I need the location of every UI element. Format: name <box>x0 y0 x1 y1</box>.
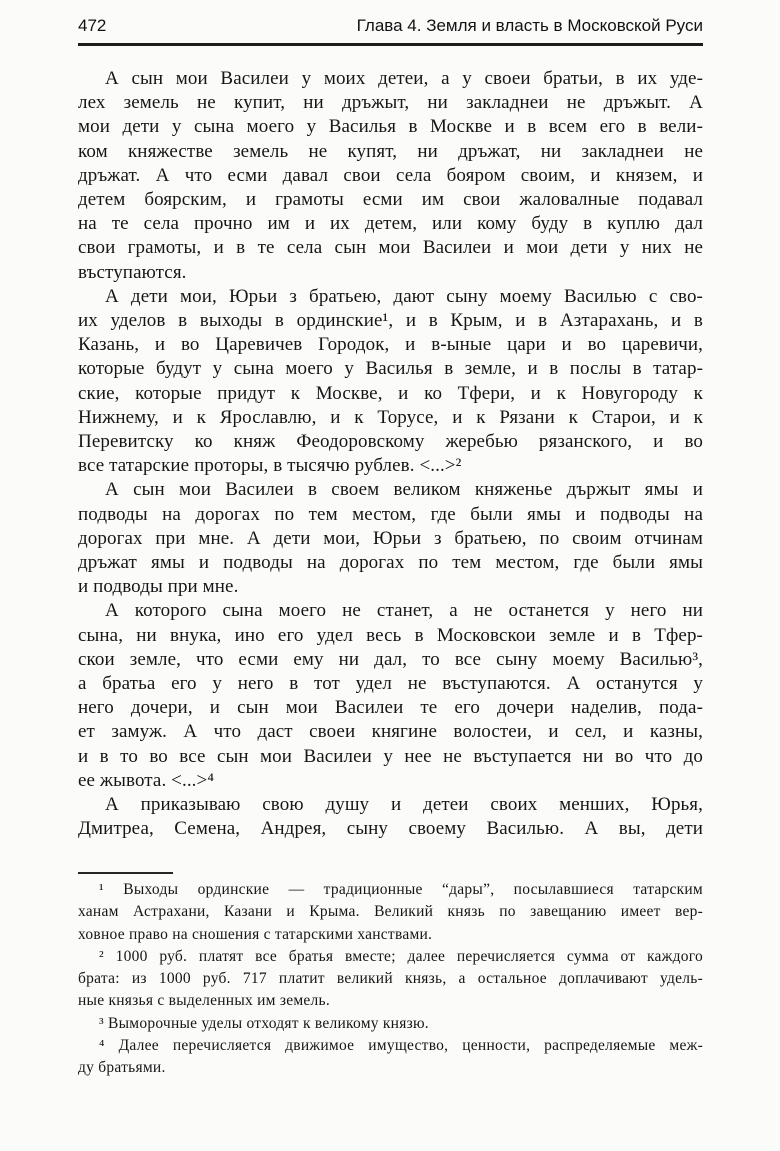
paragraph <box>78 285 703 479</box>
body-line: и в то во все сын мои Василеи у нее не въступается ни во что до <box>78 745 703 767</box>
body-line: свои грамоты, и в те села сын мои Василеи и мои дети у них не <box>78 237 703 259</box>
footnote <box>78 1013 703 1035</box>
body-line: на те села прочно им и их детем, или кому буду в куплю дал <box>78 213 703 235</box>
body-line: сына, ни внука, ино его удел весь в Московскои земле и в Тфер- <box>78 624 703 646</box>
body-line: Дмитреа, Семена, Андрея, сыну своему Василью. А вы, дети <box>78 818 703 840</box>
footnote-line: ³ Выморочные уделы отходят к великому князю. <box>99 1014 429 1032</box>
footnote-line: ные князья с выделенных им земель. <box>78 992 330 1010</box>
footnote-line: ховное право на сношения с татарскими ханствами. <box>78 925 433 943</box>
body-line: дорогах при мне. А дети мои, Юрьи з братьею, по своим отчинам <box>78 527 703 549</box>
paragraph <box>78 793 703 841</box>
paragraph <box>78 478 703 599</box>
body-line: скои земле, что есми ему ни дал, то все сыну моему Василью³, <box>78 648 703 670</box>
body-line: А сын мои Василеи у моих детеи, а у своеи братьи, в их уде- <box>105 68 703 89</box>
body-line: дръжат ямы и подводы на дорогах по тем местом, где были ямы <box>78 552 703 574</box>
page-header <box>78 16 703 36</box>
body-line: ком княжестве земель не купят, ни дръжат, ни закладнеи не <box>78 140 703 162</box>
body-line: Казань, и во Царевичев Городок, и в-ыные цари и во царевичи, <box>78 334 703 356</box>
body-line: детем боярским, и грамоты есми им свои жаловалные подавал <box>78 189 703 211</box>
body-line: а братьа его у него в тот удел не въступаются. А останутся у <box>78 673 703 695</box>
body-line: все татарские проторы, в тысячю рублев. <...>² <box>78 455 462 477</box>
body-line: и подводы при мне. <box>78 576 239 598</box>
body-line: А сын мои Василеи в своем великом княженье държыт ямы и <box>105 479 703 501</box>
paragraph <box>78 599 703 793</box>
body-line: дръжат. А что есми давал свои села бояром своим, и князем, и <box>78 164 703 186</box>
footnote-separator <box>78 872 173 874</box>
body-line: Перевитску ко княж Феодоровскому жеребью рязанского, и во <box>78 431 703 453</box>
footnote <box>78 1035 703 1080</box>
body-line: А которого сына моего не станет, а не останется у него ни <box>105 600 703 622</box>
paragraph <box>78 67 703 285</box>
body-line: их уделов в выходы в ординские¹, и в Крым, и в Азтарахань, и в <box>78 310 703 332</box>
footnote-line: брата: из 1000 руб. 717 платит великий князь, а остальное доплачивают удель- <box>78 970 703 988</box>
header-divider <box>78 43 703 46</box>
footnote-line: ду братьями. <box>78 1059 166 1077</box>
body-line: А приказываю свою душу и детеи своих менших, Юрья, <box>105 794 703 816</box>
footnote-line: ² 1000 руб. платят все братья вместе; далее перечисляется сумма от каждого <box>99 947 703 965</box>
footnote-line: ¹ Выходы ординские — традиционные “дары”, посылавшиеся татарским <box>99 881 703 898</box>
body-line: ские, которые придут к Москве, и ко Тфери, и к Новугороду к <box>78 382 703 404</box>
body-line: мои дети у сына моего у Василья в Москве и в всем его в вели- <box>78 116 703 138</box>
body-line: него дочери, и сын мои Василеи те его дочери наделив, пода- <box>78 697 703 719</box>
footnotes <box>78 879 703 1080</box>
body-line: въступаются. <box>78 261 187 283</box>
body-line: А дети мои, Юрьи з братьею, дают сыну моему Василью с сво- <box>105 285 703 307</box>
footnote <box>78 879 703 946</box>
body-line: которые будут у сына моего у Василья в земле, и в послы в татар- <box>78 358 703 380</box>
body-line: лех земель не купит, ни дръжыт, ни закладнеи не дръжыт. А <box>78 92 703 114</box>
body-line: ет замуж. А что даст своеи княгине волостеи, и сел, и казны, <box>78 721 703 743</box>
footnote-line: ⁴ Далее перечисляется движимое имущество, ценности, распределяемые меж- <box>99 1037 703 1055</box>
footnote <box>78 946 703 1013</box>
body-line: Нижнему, и к Ярославлю, и к Торусе, и к Рязани к Старои, и к <box>78 406 703 428</box>
body-text <box>78 67 703 842</box>
chapter-title: Глава 4. Земля и власть в Московской Руси <box>356 16 703 35</box>
page-number: 472 <box>78 16 107 35</box>
body-line: подводы на дорогах по тем местом, где были ямы и подводы на <box>78 503 703 525</box>
body-line: ее жывота. <...>⁴ <box>78 769 215 791</box>
footnote-line: ханам Астрахани, Казани и Крыма. Великий князь по завещанию имеет вер- <box>78 903 703 921</box>
